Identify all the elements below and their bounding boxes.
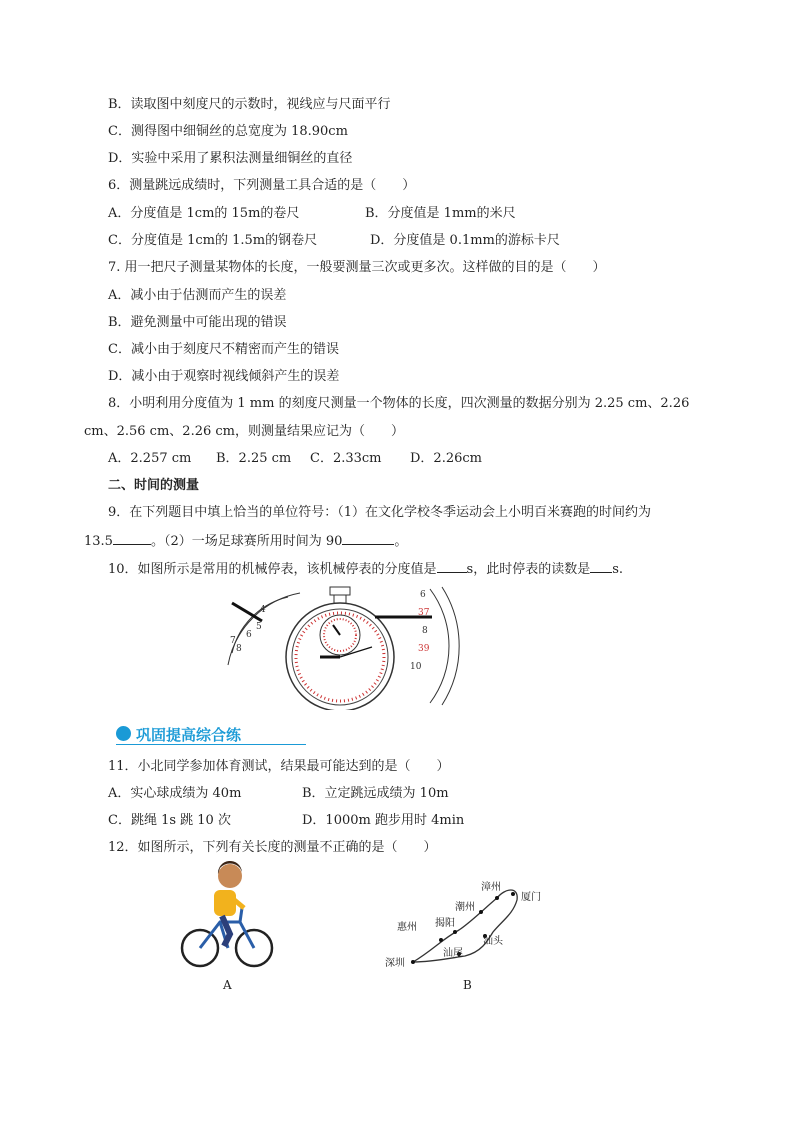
question-line-q5d: D．实验中采用了累积法测量细铜丝的直径 bbox=[108, 151, 353, 166]
city-label: 惠州 bbox=[397, 922, 417, 933]
question-line-q6b: B．分度值是 1mm的米尺 bbox=[365, 206, 516, 221]
answer-blank[interactable] bbox=[113, 532, 151, 545]
question-line-q8a: A．2.257 cm bbox=[108, 451, 192, 466]
question-line-q7: 7. 用一把尺子测量某物体的长度，一般要测量三次或更多次。这样做的目的是（ ） bbox=[108, 260, 606, 275]
section-banner bbox=[116, 722, 306, 746]
question-line-q11b: B．立定跳远成绩为 10m bbox=[302, 786, 449, 801]
city-label: 深圳 bbox=[385, 958, 405, 969]
cyclist-figure bbox=[178, 860, 278, 970]
question-9-line2: 13.5 。（2）一场足球赛所用时间为 90 。 bbox=[84, 534, 408, 549]
answer-blank[interactable] bbox=[590, 560, 612, 573]
scale-label: 6 bbox=[420, 590, 426, 600]
question-line-q6: 6．测量跳远成绩时，下列测量工具合适的是（ ） bbox=[108, 178, 416, 193]
question-line-q8b: cm、2.56 cm、2.26 cm，则测量结果应记为（ ） bbox=[84, 424, 404, 439]
city-label: 潮州 bbox=[455, 902, 475, 913]
section-underline bbox=[116, 744, 306, 745]
bullet-icon bbox=[116, 726, 131, 741]
question-line-q11a: A．实心球成绩为 40m bbox=[108, 786, 242, 801]
question-line-q6c: C．分度值是 1cm的 1.5m的钢卷尺 bbox=[108, 233, 318, 248]
city-label: 厦门 bbox=[521, 892, 541, 903]
question-line-q8c: C．2.33cm bbox=[310, 451, 382, 466]
answer-blank[interactable] bbox=[437, 560, 467, 573]
question-line-q7c: C．减小由于刻度尺不精密而产生的错误 bbox=[108, 342, 339, 357]
route-map-figure bbox=[385, 880, 555, 970]
figure-caption-a: A bbox=[223, 978, 232, 992]
question-line-q12: 12．如图所示，下列有关长度的测量不正确的是（ ） bbox=[108, 840, 437, 855]
city-label: 揭阳 bbox=[435, 918, 455, 929]
scale-label: 5 bbox=[256, 622, 262, 632]
question-line-q6a: A．分度值是 1cm的 15m的卷尺 bbox=[108, 206, 300, 221]
question-line-q11: 11．小北同学参加体育测试，结果最可能达到的是（ ） bbox=[108, 759, 450, 774]
section-title: 巩固提高综合练 bbox=[136, 726, 242, 744]
question-10: 10．如图所示是常用的机械停表，该机械停表的分度值是 s，此时停表的读数是 s. bbox=[108, 562, 624, 577]
city-label: 汕头 bbox=[483, 936, 503, 947]
question-line-q11d: D．1000m 跑步用时 4min bbox=[302, 813, 465, 828]
question-line-q8d: D．2.26cm bbox=[410, 451, 482, 466]
figure-caption-b: B bbox=[463, 978, 472, 992]
scale-label: 8 bbox=[236, 644, 242, 654]
scale-label: 6 bbox=[246, 630, 252, 640]
stopwatch-figure bbox=[220, 585, 460, 710]
question-line-q7b: B．避免测量中可能出现的错误 bbox=[108, 315, 287, 330]
question-line-q7d: D．减小由于观察时视线倾斜产生的误差 bbox=[108, 369, 340, 384]
scale-label: 7 bbox=[230, 636, 236, 646]
scale-label: 39 bbox=[418, 644, 430, 654]
city-label: 汕尾 bbox=[443, 948, 463, 959]
question-line-q6d: D．分度值是 0.1mm的游标卡尺 bbox=[370, 233, 560, 248]
question-line-q8: 8．小明利用分度值为 1 mm 的刻度尺测量一个物体的长度，四次测量的数据分别为 2.25 cm、2.26 bbox=[108, 396, 690, 411]
city-label: 漳州 bbox=[481, 882, 501, 893]
question-line-q5b: B．读取图中刻度尺的示数时，视线应与尺面平行 bbox=[108, 97, 391, 112]
question-line-q8bb: B．2.25 cm bbox=[216, 451, 292, 466]
question-line-q7a: A．减小由于估测而产生的误差 bbox=[108, 288, 287, 303]
question-line-sec2: 二、时间的测量 bbox=[108, 478, 200, 493]
scale-label: 10 bbox=[410, 662, 422, 672]
scale-label: 8 bbox=[422, 626, 428, 636]
scale-label: 37 bbox=[418, 608, 430, 618]
question-line-q11c: C．跳绳 1s 跳 10 次 bbox=[108, 813, 231, 828]
answer-blank[interactable] bbox=[342, 532, 394, 545]
scale-label: 4 bbox=[260, 605, 266, 615]
question-line-q5c: C．测得图中细铜丝的总宽度为 18.90cm bbox=[108, 124, 348, 139]
question-9-line1: 9．在下列题目中填上恰当的单位符号：（1）在文化学校冬季运动会上小明百米赛跑的时间约为 bbox=[108, 505, 652, 520]
